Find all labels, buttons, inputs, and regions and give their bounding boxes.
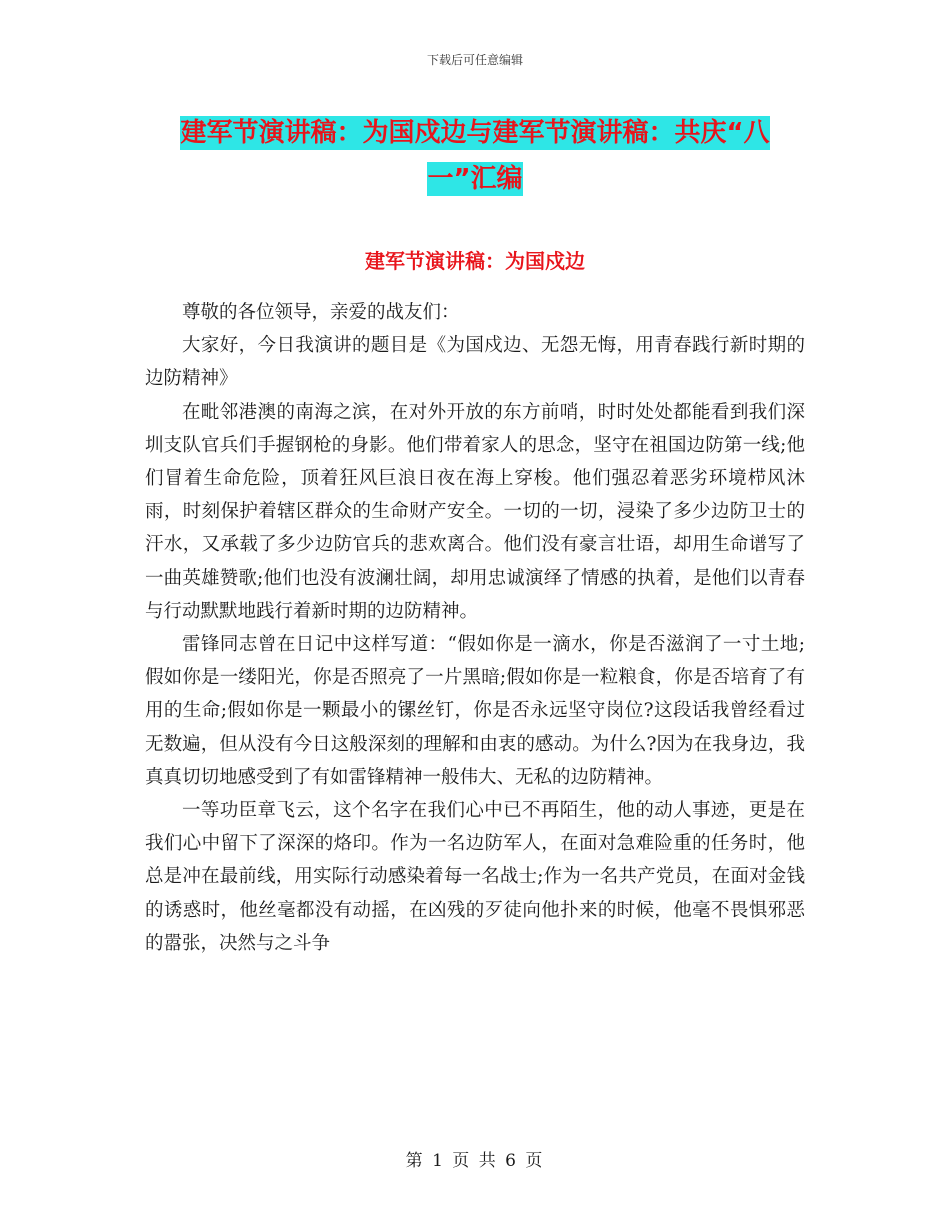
- paragraph-zhang-feiyun: 一等功臣章飞云，这个名字在我们心中已不再陌生，他的动人事迹，更是在我们心中留下了深深的烙印。作为一名边防军人，在面对急难险重的任务时，他总是冲在最前线，用实际行动感染着每一名战士;作为一名共产党员，在面对金钱的诱惑时，他丝毫都没有动摇，在凶残的歹徒向他扑来的时候，他毫不畏惧邪恶的嚣张，决然与之斗争: [145, 800, 805, 954]
- document-title-line-1: 建军节演讲稿：为国戍边与建军节演讲稿：共庆“八: [180, 118, 770, 148]
- document-title: [145, 110, 805, 202]
- page-header-note: 下载后可任意编辑: [426, 53, 523, 67]
- page-number-footer: 第 1 页 共 6 页: [405, 1151, 545, 1171]
- paragraph-border-guards: 在毗邻港澳的南海之滨，在对外开放的东方前哨，时时处处都能看到我们深圳支队官兵们手握钢枪的身影。他们带着家人的思念，坚守在祖国边防第一线;他们冒着生命危险，顶着狂风巨浪日夜在海上穿梭。他们强忍着恶劣环境栉风沐雨，时刻保护着辖区群众的生命财产安全。一切的一切，浸染了多少边防卫士的汗水，又承载了多少边防官兵的悲欢离合。他们没有豪言壮语，却用生命谱写了一曲英雄赞歌;他们也没有波澜壮阔，却用忠诚演绎了情感的执着，是他们以青春与行动默默地践行着新时期的边防精神。: [145, 401, 805, 622]
- paragraph-salutation: 尊敬的各位领导，亲爱的战友们：: [182, 302, 460, 323]
- document-title-line-2: 一”汇编: [427, 164, 523, 194]
- paragraph-lei-feng: 雷锋同志曾在日记中这样写道：“假如你是一滴水，你是否滋润了一寸土地;假如你是一缕阳光，你是否照亮了一片黑暗;假如你是一粒粮食，你是否培育了有用的生命;假如你是一颗最小的镙丝钉，你是否永远坚守岗位?这段话我曾经看过无数遍，但从没有今日这般深刻的理解和由衷的感动。为什么?因为在我身边，我真真切切地感受到了有如雷锋精神一般伟大、无私的边防精神。: [145, 634, 805, 788]
- section-title: 建军节演讲稿：为国戍边: [365, 249, 585, 273]
- paragraph-topic: 大家好，今日我演讲的题目是《为国戍边、无怨无悔，用青春践行新时期的边防精神》: [145, 335, 805, 390]
- body-text: [145, 296, 805, 960]
